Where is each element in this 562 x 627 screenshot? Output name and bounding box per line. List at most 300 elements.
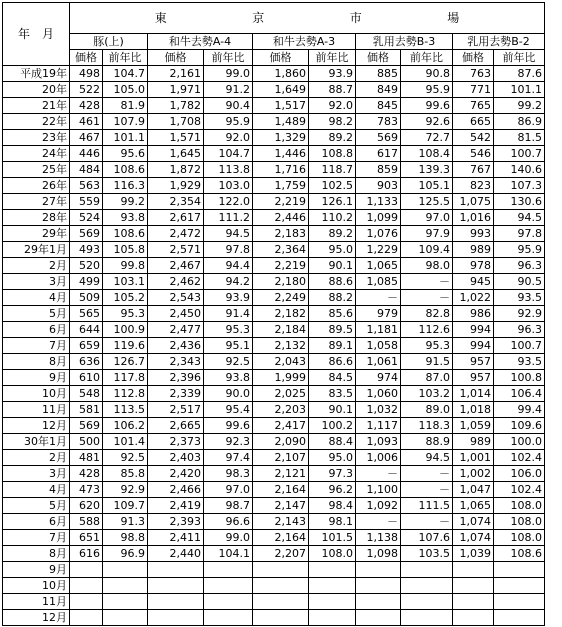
price-cell: 767 <box>453 162 494 178</box>
yoy-cell: 97.9 <box>401 226 453 242</box>
price-cell: 771 <box>453 82 494 98</box>
row-label: 11月 <box>3 594 70 610</box>
price-cell: 1,649 <box>253 82 309 98</box>
yoy-cell: 100.7 <box>494 338 545 354</box>
yoy-cell <box>401 578 453 594</box>
yoy-cell <box>401 562 453 578</box>
row-label: 23年 <box>3 130 70 146</box>
price-cell: 1,065 <box>453 498 494 514</box>
yoy-cell: 95.9 <box>204 114 253 130</box>
price-cell: 2,411 <box>148 530 204 546</box>
yoy-cell: 94.2 <box>204 274 253 290</box>
yoy-cell: 99.0 <box>204 66 253 82</box>
table-row <box>3 610 545 626</box>
table-row <box>3 114 545 130</box>
yoy-cell: 101.1 <box>494 82 545 98</box>
price-cell: 1,872 <box>148 162 204 178</box>
price-cell: 945 <box>453 274 494 290</box>
table-row <box>3 402 545 418</box>
price-cell: 1,092 <box>356 498 401 514</box>
yoy-cell: 112.8 <box>103 386 148 402</box>
market-header <box>70 3 545 34</box>
yoy-cell: 107.3 <box>494 178 545 194</box>
yoy-cell: 92.5 <box>103 450 148 466</box>
price-cell: 446 <box>70 146 103 162</box>
yoy-cell: 96.3 <box>494 258 545 274</box>
yoy-cell: 100.8 <box>494 370 545 386</box>
yoy-cell: 107.6 <box>401 530 453 546</box>
yoy-cell: 92.0 <box>204 130 253 146</box>
price-cell <box>253 594 309 610</box>
yoy-cell: 98.2 <box>309 114 356 130</box>
yoy-cell <box>309 578 356 594</box>
table-row <box>3 322 545 338</box>
yoy-cell: 108.0 <box>494 514 545 530</box>
yoy-cell: 94.5 <box>401 450 453 466</box>
price-col-header: 価格 <box>356 50 401 66</box>
row-label: 4月 <box>3 290 70 306</box>
price-cell: 1,329 <box>253 130 309 146</box>
price-cell: 2,450 <box>148 306 204 322</box>
price-cell: 565 <box>70 306 103 322</box>
table-row <box>3 194 545 210</box>
yoy-cell: 119.6 <box>103 338 148 354</box>
yoy-cell: 97.8 <box>204 242 253 258</box>
price-cell: 845 <box>356 98 401 114</box>
price-cell: 2,403 <box>148 450 204 466</box>
yoy-cell: 105.8 <box>103 242 148 258</box>
price-cell: 588 <box>70 514 103 530</box>
price-cell: 1,929 <box>148 178 204 194</box>
yoy-cell: 98.1 <box>309 514 356 530</box>
yoy-col-header: 前年比 <box>103 50 148 66</box>
yoy-cell: 108.6 <box>103 162 148 178</box>
yoy-cell: 99.0 <box>204 530 253 546</box>
table-row <box>3 514 545 530</box>
price-cell: 885 <box>356 66 401 82</box>
price-cell: 2,420 <box>148 466 204 482</box>
yoy-cell: 105.1 <box>401 178 453 194</box>
price-cell: 2,373 <box>148 434 204 450</box>
yoy-cell: 95.0 <box>309 242 356 258</box>
yoy-cell <box>204 562 253 578</box>
price-cell: 636 <box>70 354 103 370</box>
price-cell: 1,759 <box>253 178 309 194</box>
yoy-cell: 86.6 <box>309 354 356 370</box>
yoy-cell: 90.8 <box>401 66 453 82</box>
row-label: 9月 <box>3 562 70 578</box>
price-cell: 1,074 <box>453 530 494 546</box>
price-cell: 2,517 <box>148 402 204 418</box>
row-label: 6月 <box>3 322 70 338</box>
price-cell: 2,207 <box>253 546 309 562</box>
yoy-cell: 84.5 <box>309 370 356 386</box>
row-label: 21年 <box>3 98 70 114</box>
yoy-cell: 97.8 <box>494 226 545 242</box>
yoy-cell: 125.5 <box>401 194 453 210</box>
price-cell: 1,133 <box>356 194 401 210</box>
row-label: 20年 <box>3 82 70 98</box>
table-row <box>3 578 545 594</box>
yoy-cell: 99.8 <box>103 258 148 274</box>
yoy-cell: 95.9 <box>494 242 545 258</box>
price-cell: 1,006 <box>356 450 401 466</box>
price-cell <box>453 594 494 610</box>
yoy-cell: 103.0 <box>204 178 253 194</box>
yoy-cell: 92.5 <box>204 354 253 370</box>
price-cell: 1,061 <box>356 354 401 370</box>
yoy-cell <box>494 578 545 594</box>
row-label: 8月 <box>3 354 70 370</box>
yoy-cell: 102.5 <box>309 178 356 194</box>
market-char: 市 <box>349 11 362 25</box>
price-cell: 1,446 <box>253 146 309 162</box>
price-cell: 2,132 <box>253 338 309 354</box>
price-cell: 428 <box>70 466 103 482</box>
price-cell: 569 <box>70 418 103 434</box>
yoy-col-header: 前年比 <box>401 50 453 66</box>
table-row <box>3 386 545 402</box>
yoy-cell: 103.5 <box>401 546 453 562</box>
yoy-cell: 87.0 <box>401 370 453 386</box>
yoy-cell: 88.7 <box>309 82 356 98</box>
price-cell: 1,059 <box>453 418 494 434</box>
yoy-cell: 103.2 <box>401 386 453 402</box>
price-cell: 2,617 <box>148 210 204 226</box>
yoy-cell: 94.4 <box>204 258 253 274</box>
price-cell: 1,117 <box>356 418 401 434</box>
price-cell: 1,085 <box>356 274 401 290</box>
price-cell: 498 <box>70 66 103 82</box>
yoy-cell: 89.5 <box>309 322 356 338</box>
yoy-cell: 106.4 <box>494 386 545 402</box>
row-label: 24年 <box>3 146 70 162</box>
price-cell: － <box>356 290 401 306</box>
price-cell: 581 <box>70 402 103 418</box>
price-cell: 2,219 <box>253 258 309 274</box>
yoy-cell: － <box>401 514 453 530</box>
yoy-cell: 89.2 <box>309 226 356 242</box>
price-cell: 2,180 <box>253 274 309 290</box>
row-label: 12月 <box>3 418 70 434</box>
table-row <box>3 226 545 242</box>
yoy-cell <box>494 594 545 610</box>
row-label: 3月 <box>3 466 70 482</box>
table-row <box>3 354 545 370</box>
table-row <box>3 370 545 386</box>
price-cell <box>70 578 103 594</box>
price-cell: 1,999 <box>253 370 309 386</box>
yoy-cell: 98.8 <box>103 530 148 546</box>
row-label: 2月 <box>3 258 70 274</box>
yoy-cell: 85.6 <box>309 306 356 322</box>
table-row <box>3 418 545 434</box>
group-header: 和牛去勢A-3 <box>253 34 356 50</box>
price-cell: 765 <box>453 98 494 114</box>
price-cell: 481 <box>70 450 103 466</box>
price-cell: 428 <box>70 98 103 114</box>
price-cell <box>356 578 401 594</box>
price-cell: 2,203 <box>253 402 309 418</box>
price-cell: 1,076 <box>356 226 401 242</box>
row-label: 22年 <box>3 114 70 130</box>
yoy-cell: 107.9 <box>103 114 148 130</box>
price-cell <box>356 594 401 610</box>
price-cell: 1,065 <box>356 258 401 274</box>
yoy-cell: 113.5 <box>103 402 148 418</box>
row-label: 12月 <box>3 610 70 626</box>
price-cell: 546 <box>453 146 494 162</box>
yoy-cell: 95.1 <box>204 338 253 354</box>
row-label: 10月 <box>3 386 70 402</box>
row-label: 平成19年 <box>3 66 70 82</box>
price-cell <box>148 610 204 626</box>
price-cell: 1,047 <box>453 482 494 498</box>
row-label: 10月 <box>3 578 70 594</box>
yoy-cell: 102.4 <box>494 482 545 498</box>
yoy-cell: 89.0 <box>401 402 453 418</box>
price-cell: － <box>356 466 401 482</box>
yoy-cell: 118.7 <box>309 162 356 178</box>
yoy-cell <box>401 594 453 610</box>
yoy-cell: 100.7 <box>494 146 545 162</box>
table-row <box>3 306 545 322</box>
price-cell: 2,182 <box>253 306 309 322</box>
yoy-cell: 93.8 <box>103 210 148 226</box>
yoy-col-header: 前年比 <box>204 50 253 66</box>
price-cell: 484 <box>70 162 103 178</box>
price-cell <box>148 562 204 578</box>
yoy-col-header: 前年比 <box>309 50 356 66</box>
price-cell: 461 <box>70 114 103 130</box>
price-cell: 548 <box>70 386 103 402</box>
yoy-cell: 108.6 <box>494 546 545 562</box>
yoy-cell: 99.2 <box>494 98 545 114</box>
price-cell: 569 <box>70 226 103 242</box>
row-label: 3月 <box>3 274 70 290</box>
yoy-cell: 81.9 <box>103 98 148 114</box>
yoy-cell <box>204 578 253 594</box>
price-cell <box>453 562 494 578</box>
yoy-cell: 95.3 <box>204 322 253 338</box>
yoy-cell: 95.3 <box>103 306 148 322</box>
price-cell: 849 <box>356 82 401 98</box>
yoy-cell: 88.9 <box>401 434 453 450</box>
price-cell <box>356 610 401 626</box>
price-cell: 524 <box>70 210 103 226</box>
price-cell: 993 <box>453 226 494 242</box>
yoy-cell: － <box>401 290 453 306</box>
yoy-cell: 94.5 <box>204 226 253 242</box>
row-label: 29年 <box>3 226 70 242</box>
yoy-cell: 104.7 <box>204 146 253 162</box>
yoy-cell: 104.7 <box>103 66 148 82</box>
price-cell <box>253 578 309 594</box>
table-row <box>3 530 545 546</box>
price-cell: 1,645 <box>148 146 204 162</box>
yoy-cell: 88.2 <box>309 290 356 306</box>
row-label: 28年 <box>3 210 70 226</box>
table-row <box>3 466 545 482</box>
yoy-cell: 98.4 <box>309 498 356 514</box>
yoy-cell: 140.6 <box>494 162 545 178</box>
price-cell: 903 <box>356 178 401 194</box>
price-cell: 467 <box>70 130 103 146</box>
price-cell <box>453 578 494 594</box>
table-row <box>3 594 545 610</box>
yoy-cell: 108.0 <box>494 498 545 514</box>
price-cell: 651 <box>70 530 103 546</box>
yoy-cell: 99.6 <box>204 418 253 434</box>
header-row-market <box>3 3 545 34</box>
yoy-cell: 108.8 <box>309 146 356 162</box>
price-cell: 644 <box>70 322 103 338</box>
yoy-cell: 109.6 <box>494 418 545 434</box>
table-row <box>3 546 545 562</box>
table-row <box>3 290 545 306</box>
yoy-cell: 116.3 <box>103 178 148 194</box>
yoy-cell: 113.8 <box>204 162 253 178</box>
price-cell: 2,143 <box>253 514 309 530</box>
row-label: 5月 <box>3 306 70 322</box>
price-cell: 1,014 <box>453 386 494 402</box>
price-cell: 1,074 <box>453 514 494 530</box>
yoy-cell <box>103 594 148 610</box>
row-label: 6月 <box>3 514 70 530</box>
table-row <box>3 178 545 194</box>
row-label: 25年 <box>3 162 70 178</box>
price-col-header: 価格 <box>148 50 204 66</box>
price-cell: 989 <box>453 242 494 258</box>
yoy-cell: 108.6 <box>103 226 148 242</box>
yoy-cell: 126.1 <box>309 194 356 210</box>
yoy-cell: 92.3 <box>204 434 253 450</box>
price-cell: 1,099 <box>356 210 401 226</box>
price-col-header: 価格 <box>253 50 309 66</box>
yoy-cell <box>103 578 148 594</box>
yoy-cell: 101.1 <box>103 130 148 146</box>
yoy-cell: 95.4 <box>204 402 253 418</box>
price-cell: 994 <box>453 338 494 354</box>
price-cell <box>356 562 401 578</box>
price-cell: 2,090 <box>253 434 309 450</box>
yoy-cell: 91.5 <box>401 354 453 370</box>
yoy-cell: 95.9 <box>401 82 453 98</box>
price-cell <box>70 594 103 610</box>
yoy-cell: 81.5 <box>494 130 545 146</box>
yoy-cell: 100.9 <box>103 322 148 338</box>
yoy-cell: 108.0 <box>309 546 356 562</box>
price-cell: 763 <box>453 66 494 82</box>
price-cell: 499 <box>70 274 103 290</box>
yoy-cell: 130.6 <box>494 194 545 210</box>
table-row <box>3 274 545 290</box>
price-cell: 986 <box>453 306 494 322</box>
yoy-cell: 91.4 <box>204 306 253 322</box>
yoy-cell: 126.7 <box>103 354 148 370</box>
yoy-cell: 118.3 <box>401 418 453 434</box>
price-cell: 2,466 <box>148 482 204 498</box>
price-cell: 2,343 <box>148 354 204 370</box>
price-cell: 542 <box>453 130 494 146</box>
price-cell: 2,354 <box>148 194 204 210</box>
yoy-cell: 101.4 <box>103 434 148 450</box>
price-cell: 957 <box>453 354 494 370</box>
price-cell: 783 <box>356 114 401 130</box>
row-label: 11月 <box>3 402 70 418</box>
yoy-cell <box>494 610 545 626</box>
table-row <box>3 242 545 258</box>
price-cell: 957 <box>453 370 494 386</box>
row-label: 7月 <box>3 530 70 546</box>
price-cell: 974 <box>356 370 401 386</box>
yoy-cell: 89.1 <box>309 338 356 354</box>
price-cell: 1,100 <box>356 482 401 498</box>
table-row <box>3 82 545 98</box>
price-cell: 2,543 <box>148 290 204 306</box>
price-cell: 1,716 <box>253 162 309 178</box>
price-cell: 610 <box>70 370 103 386</box>
price-cell: 1,075 <box>453 194 494 210</box>
price-cell: 2,364 <box>253 242 309 258</box>
yoy-cell: 88.6 <box>309 274 356 290</box>
price-cell: 989 <box>453 434 494 450</box>
yoy-cell: 95.0 <box>309 450 356 466</box>
yoy-cell: 93.8 <box>204 370 253 386</box>
yoy-cell: 83.5 <box>309 386 356 402</box>
yoy-cell: 105.0 <box>103 82 148 98</box>
year-month-header: 年 月 <box>3 3 70 66</box>
price-cell: 2,147 <box>253 498 309 514</box>
price-cell <box>70 562 103 578</box>
yoy-cell: 72.7 <box>401 130 453 146</box>
yoy-cell <box>309 562 356 578</box>
price-cell: 522 <box>70 82 103 98</box>
yoy-cell: 96.9 <box>103 546 148 562</box>
table-row <box>3 66 545 82</box>
yoy-cell: 87.6 <box>494 66 545 82</box>
price-cell <box>148 578 204 594</box>
price-cell: 1,022 <box>453 290 494 306</box>
header-row-columns <box>3 50 545 66</box>
price-cell: 2,164 <box>253 530 309 546</box>
price-cell: 1,039 <box>453 546 494 562</box>
row-label: 2月 <box>3 450 70 466</box>
yoy-cell: 86.9 <box>494 114 545 130</box>
yoy-cell: 105.2 <box>103 290 148 306</box>
yoy-cell: 111.5 <box>401 498 453 514</box>
price-cell: 1,002 <box>453 466 494 482</box>
price-cell: 2,462 <box>148 274 204 290</box>
row-label: 27年 <box>3 194 70 210</box>
yoy-cell: 91.3 <box>103 514 148 530</box>
yoy-cell: 90.0 <box>204 386 253 402</box>
yoy-cell: 100.0 <box>494 434 545 450</box>
price-cell: 1,517 <box>253 98 309 114</box>
price-cell: 1,571 <box>148 130 204 146</box>
price-cell <box>70 610 103 626</box>
yoy-cell: 97.0 <box>401 210 453 226</box>
yoy-cell: 98.0 <box>401 258 453 274</box>
yoy-cell <box>103 562 148 578</box>
row-label: 9月 <box>3 370 70 386</box>
yoy-cell: 104.1 <box>204 546 253 562</box>
yoy-cell: 97.3 <box>309 466 356 482</box>
table-row <box>3 98 545 114</box>
price-cell: 520 <box>70 258 103 274</box>
price-cell: 2,472 <box>148 226 204 242</box>
row-label: 4月 <box>3 482 70 498</box>
